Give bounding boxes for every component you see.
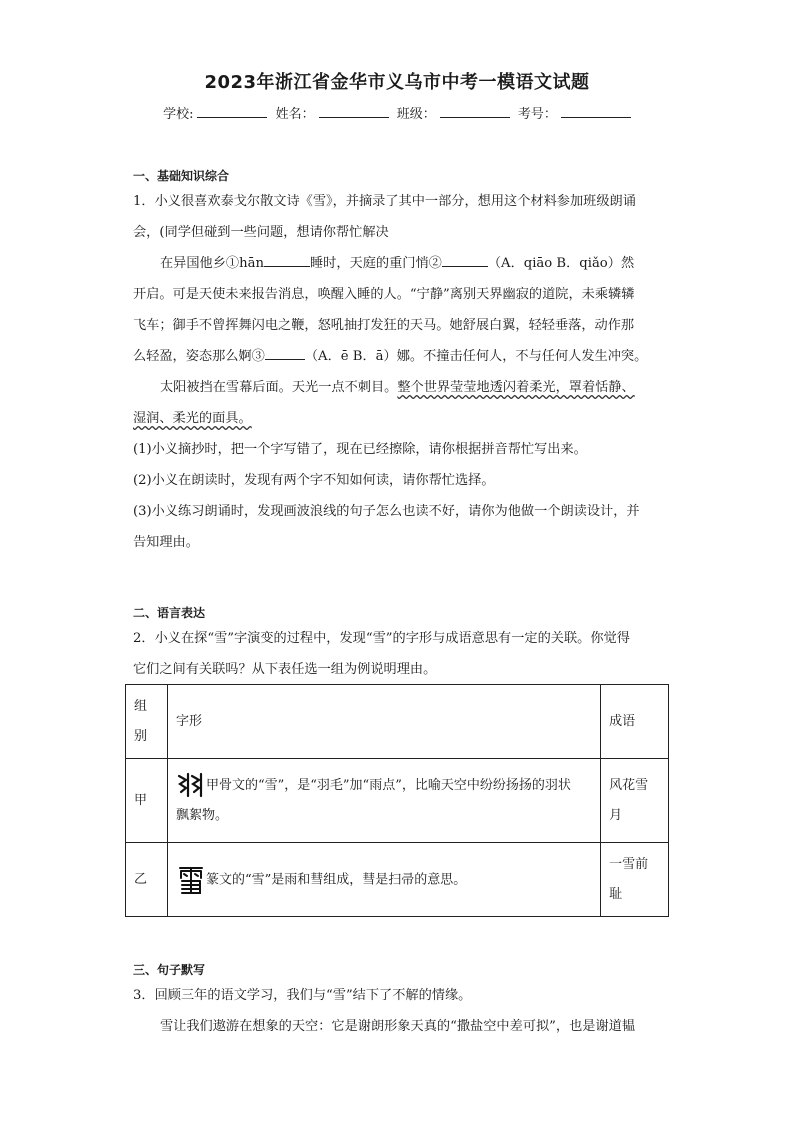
passage-text: （A．qiāo B．qiǎo）然 [487, 256, 635, 271]
header-group-cell [126, 685, 168, 759]
row-1-idiom-text: 月 [609, 807, 623, 823]
school-blank [197, 105, 267, 118]
passage-line: 开启。可是天使未来报告消息，唤醒入睡的人。“宁静”离别天界幽寂的道院，未乘辚辚 [133, 287, 635, 302]
oracle-bone-snow-glyph-icon [176, 772, 206, 798]
exam-number-label: 考号： [517, 107, 557, 122]
row-2-group: 乙 [126, 843, 168, 917]
row-2-idiom [601, 843, 669, 917]
question-1-line-2: 会，(同学但碰到一些问题，想请你帮忙解决 [133, 225, 389, 240]
question-1-line-1: 1．小义很喜欢泰戈尔散文诗《雪》，并摘录了其中一部分，想用这个材料参加班级朗诵 [133, 194, 636, 209]
subquestion-1: (1)小义摘抄时，把一个字写错了，现在已经擦除，请你根据拼音帮忙写出来。 [133, 442, 587, 457]
passage-paragraph-1 [133, 248, 668, 279]
table-header-row [126, 685, 669, 759]
exam-title: 2023年浙江省金华市义乌市中考一模语文试题 [204, 72, 590, 93]
exam-number-blank [561, 105, 631, 118]
header-idiom-cell: 成语 [601, 685, 669, 759]
wavy-underlined-sentence: 湿润、柔光的面具。 [133, 411, 252, 426]
passage-paragraph-2 [133, 372, 668, 403]
snow-character-table [125, 684, 669, 917]
table-row [126, 759, 669, 843]
passage-line [133, 341, 668, 372]
passage-text: （A．ē B．ā）娜。不撞击任何人，不与任何人发生冲突。 [304, 349, 648, 364]
question-3-line-2: 雪让我们遨游在想象的天空：它是谢朗形象天真的“撒盐空中差可拟”，也是谢道韫 [160, 1019, 636, 1034]
header-group-text: 组 [134, 698, 148, 714]
wavy-underlined-sentence: 整个世界莹莹地透闪着柔光，罩着恬静、 [397, 380, 635, 395]
question-3 [133, 980, 668, 1042]
row-1-description: 飘絮物。 [175, 807, 228, 823]
passage-line: 飞车；御手不曾挥舞闪电之鞭，怒吼抽打发狂的天马。她舒展白翼，轻轻垂落，动作那 [133, 318, 635, 333]
subquestion-3-line-1: (3)小义练习朗诵时，发现画波浪线的句子怎么也读不好，请你为他做一个朗读设计，并 [133, 504, 640, 519]
header-group-text: 别 [134, 728, 148, 744]
student-info-row [0, 103, 794, 122]
subquestion-3-line-2: 告知理由。 [133, 535, 199, 550]
seal-script-snow-glyph-icon [176, 864, 206, 896]
question-2-line-1: 2．小义在探“雪”字演变的过程中，发现“雪”的字形与成语意思有一定的关联。你觉得 [133, 631, 630, 646]
answer-blank-1 [264, 254, 310, 267]
table-row [126, 843, 669, 917]
passage-line [133, 403, 668, 434]
row-1-idiom-text: 风花雪 [609, 777, 649, 793]
name-blank [319, 105, 389, 118]
passage-text: 么轻盈，姿态那么婀③ [133, 349, 265, 364]
row-2-idiom-text: 一雪前 [609, 856, 649, 872]
section-3-heading: 三、句子默写 [133, 963, 206, 977]
name-label: 姓名： [275, 107, 315, 122]
question-2 [133, 623, 668, 685]
section-1-heading: 一、基础知识综合 [133, 169, 230, 183]
question-3-line-1: 3．回顾三年的语文学习，我们与“雪”结下了不解的情缘。 [133, 988, 472, 1003]
passage-text: 太阳被挡在雪幕后面。天光一点不刺目。 [160, 380, 398, 395]
header-form-cell: 字形 [167, 685, 600, 759]
row-2-description: 篆文的“雪”是雨和彗组成，彗是扫帚的意思。 [205, 872, 467, 887]
answer-blank-2 [442, 254, 488, 267]
row-2-idiom-text: 耻 [609, 886, 623, 902]
answer-blank-3 [265, 347, 305, 360]
school-label: 学校: [163, 107, 194, 122]
row-1-idiom [601, 759, 669, 843]
section-2-heading: 二、语言表达 [133, 606, 206, 620]
subquestion-2: (2)小义在朗读时，发现有两个字不知如何读，请你帮忙选择。 [133, 473, 495, 488]
class-label: 班级： [396, 107, 436, 122]
passage-text: 睡时，天庭的重门悄② [309, 256, 442, 271]
row-1-description: 甲骨文的“雪”，是“羽毛”加“雨点”，比喻天空中纷纷扬扬的羽状 [205, 777, 571, 793]
row-1-form [167, 759, 600, 843]
question-1 [133, 186, 668, 558]
passage-text: 在异国他乡①hān [160, 256, 264, 271]
question-2-line-2: 它们之间有关联吗？从下表任选一组为例说明理由。 [133, 662, 437, 677]
row-2-form [167, 843, 600, 917]
class-blank [440, 105, 510, 118]
row-1-group: 甲 [126, 759, 168, 843]
